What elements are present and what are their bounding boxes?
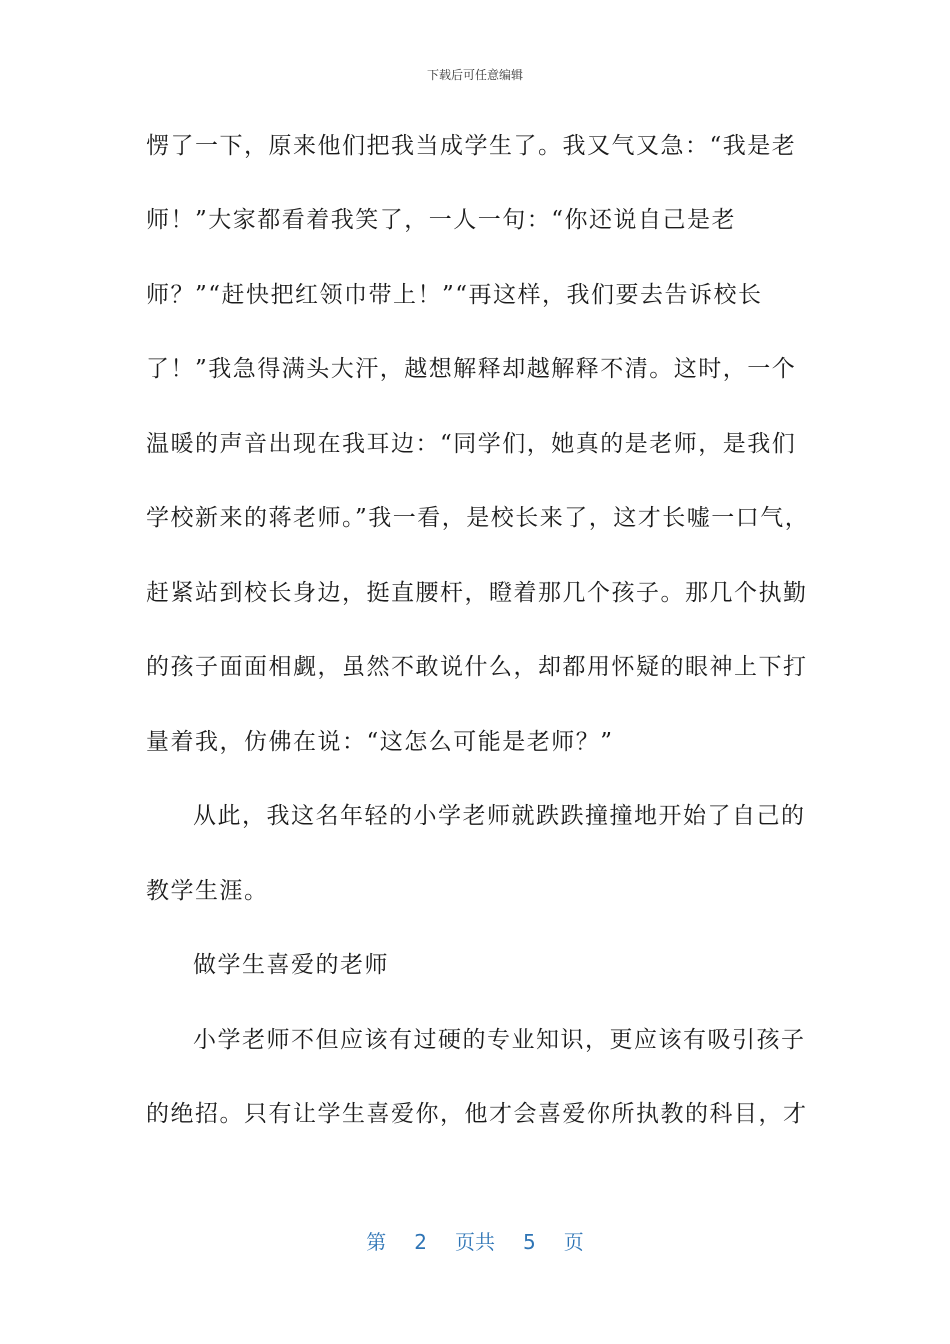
total-pages-number: 5 <box>523 1230 536 1254</box>
paragraph-first-line: 小学老师不但应该有过硬的专业知识，更应该有吸引孩子 <box>193 1027 806 1053</box>
text-line: 师！”大家都看着我笑了，一人一句：“你还说自己是老 <box>146 207 737 233</box>
text-line: 量着我，仿佛在说：“这怎么可能是老师？” <box>146 729 614 755</box>
text-line: 教学生涯。 <box>146 878 269 904</box>
text-line: 的孩子面面相觑，虽然不敢说什么，却都用怀疑的眼神上下打 <box>146 654 808 680</box>
text-line: 学校新来的蒋老师。”我一看，是校长来了，这才长嘘一口气， <box>146 505 810 531</box>
text-line: 愣了一下，原来他们把我当成学生了。我又气又急：“我是老 <box>146 133 797 159</box>
page-label-middle: 页共 <box>455 1230 495 1254</box>
text-line: 温暖的声音出现在我耳边：“同学们，她真的是老师，是我们 <box>146 431 797 457</box>
paragraph-first-line: 从此，我这名年轻的小学老师就跌跌撞撞地开始了自己的 <box>193 803 806 829</box>
page-footer <box>0 1226 950 1255</box>
page-label-prefix: 第 <box>366 1230 387 1254</box>
text-line: 了！”我急得满头大汗，越想解释却越解释不清。这时，一个 <box>146 356 797 382</box>
section-heading: 做学生喜爱的老师 <box>193 952 389 978</box>
page-label-suffix: 页 <box>563 1230 584 1254</box>
text-line: 的绝招。只有让学生喜爱你，他才会喜爱你所执教的科目，才 <box>146 1101 808 1127</box>
current-page-number: 2 <box>414 1230 427 1254</box>
page-header: 下载后可任意编辑 <box>426 68 523 82</box>
text-line: 师？”“赶快把红领巾带上！”“再这样，我们要去告诉校长 <box>146 282 763 308</box>
text-line: 赶紧站到校长身边，挺直腰杆，瞪着那几个孩子。那几个执勤 <box>146 580 808 606</box>
